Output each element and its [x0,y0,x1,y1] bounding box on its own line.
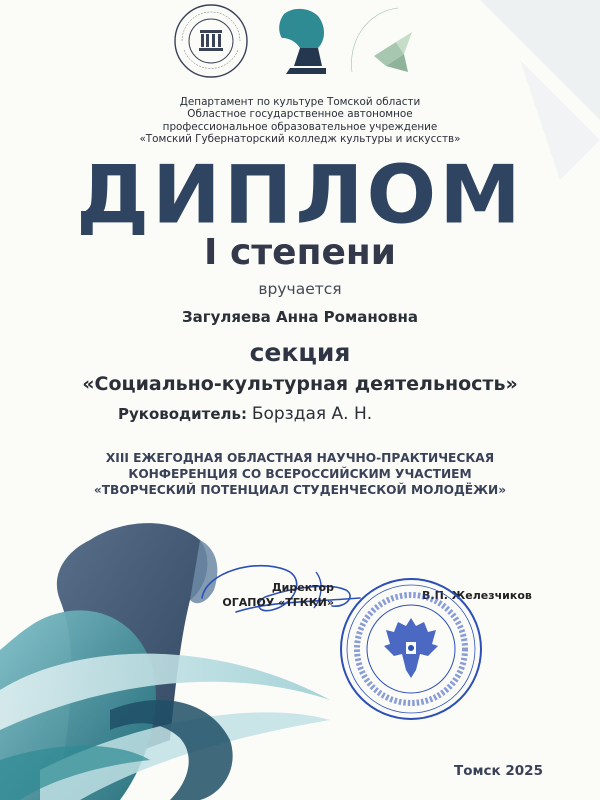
window-to-world-logo [346,2,428,82]
conference-line-2: КОНФЕРЕНЦИЯ СО ВСЕРОССИЙСКИМ УЧАСТИЕМ [128,467,472,481]
conference-line-1: XIII ЕЖЕГОДНАЯ ОБЛАСТНАЯ НАУЧНО-ПРАКТИЧЕСКАЯ [105,451,495,465]
conference-line-3: «ТВОРЧЕСКИЙ ПОТЕНЦИАЛ СТУДЕНЧЕСКОЙ МОЛОДЁЖИ» [93,483,507,497]
issuing-organization [0,96,600,145]
supervisor-label: Руководитель: [118,405,248,423]
signatory-title [222,580,334,610]
knight-horse-logo [270,4,332,76]
signatory-name: В.П. Железчиков [422,589,532,602]
signatory-title-line-2: ОГАПОУ «ТГККИ» [222,596,334,609]
supervisor-line [118,404,372,424]
section-name: «Социально-культурная деятельность» [82,373,518,395]
recipient-name: Загуляева Анна Романовна [181,308,419,326]
college-logo [170,0,252,82]
official-stamp [336,574,486,724]
header-line-1: Департамент по культуре Томской области [179,96,421,108]
supervisor-name: Борздая А. Н. [251,404,373,424]
section-label: секция [249,338,351,367]
diploma-degree: I степени [204,232,396,273]
city-and-year: Томск 2025 [454,763,543,779]
header-line-3: профессиональное образовательное учреждение [162,120,438,133]
awarded-label: вручается [258,280,342,298]
diploma-title: ДИПЛОМ [76,148,524,243]
signatory-title-line-1: Директор [271,581,334,594]
header-line-2: Областное государственное автономное [187,108,413,121]
conference-title [0,450,600,498]
header-line-4: «Томский Губернаторский колледж культуры и искусств» [139,132,461,145]
